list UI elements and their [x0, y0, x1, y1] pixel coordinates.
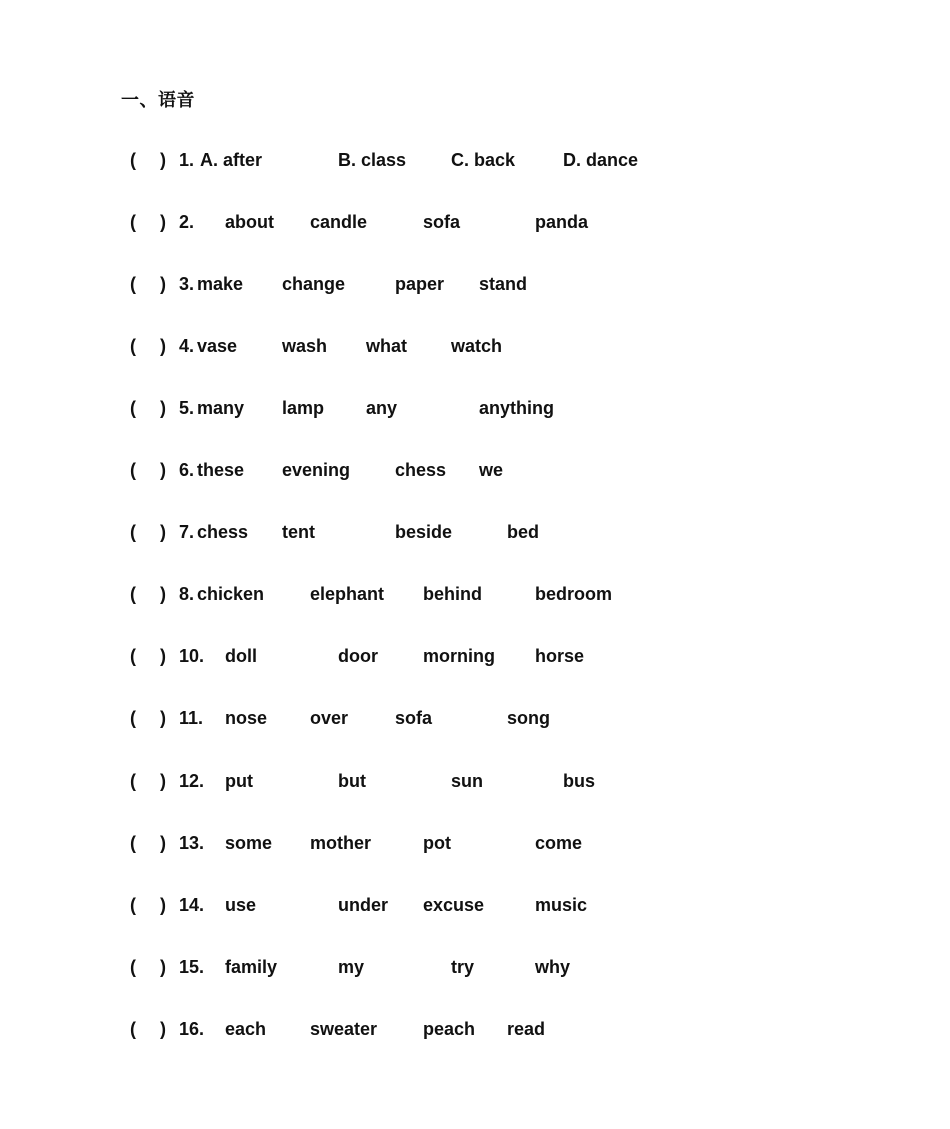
option-word: bedroom: [535, 584, 613, 604]
option-word: try: [451, 957, 475, 977]
option-word: excuse: [423, 895, 485, 915]
option-word: tent: [282, 522, 315, 542]
question-row: [0, 395, 950, 421]
question-number: 10.: [179, 646, 205, 666]
option-word: horse: [535, 646, 585, 666]
answer-paren-open: (: [130, 212, 136, 232]
option-word: evening: [282, 460, 351, 480]
option-word: what: [366, 336, 408, 356]
option-word: pot: [423, 833, 451, 853]
option-word: vase: [197, 336, 238, 356]
option-word: make: [197, 274, 244, 294]
answer-paren-close: ): [160, 957, 166, 977]
option-word: panda: [535, 212, 589, 232]
answer-paren-close: ): [160, 584, 166, 604]
option-word: peach: [423, 1019, 476, 1039]
option-word: C. back: [451, 150, 516, 170]
question-row: [0, 1016, 950, 1042]
option-word: paper: [395, 274, 445, 294]
option-word: D. dance: [563, 150, 639, 170]
question-row: [0, 830, 950, 856]
answer-paren-open: (: [130, 150, 136, 170]
option-word: change: [282, 274, 346, 294]
option-word: bed: [507, 522, 540, 542]
option-word: candle: [310, 212, 368, 232]
answer-paren-open: (: [130, 522, 136, 542]
option-word: why: [535, 957, 571, 977]
answer-paren-open: (: [130, 708, 136, 728]
option-word: lamp: [282, 398, 325, 418]
option-word: sun: [451, 771, 484, 791]
option-word: doll: [225, 646, 257, 666]
option-word: mother: [310, 833, 372, 853]
question-row: [0, 643, 950, 669]
option-word: but: [338, 771, 366, 791]
option-word: put: [225, 771, 253, 791]
answer-paren-open: (: [130, 646, 136, 666]
answer-paren-open: (: [130, 398, 136, 418]
option-word: under: [338, 895, 389, 915]
question-row: [0, 705, 950, 731]
option-word: each: [225, 1019, 267, 1039]
question-number: 5.: [179, 398, 195, 418]
option-word: these: [197, 460, 245, 480]
question-number: 16.: [179, 1019, 205, 1039]
option-word: some: [225, 833, 273, 853]
answer-paren-close: ): [160, 274, 166, 294]
option-word: use: [225, 895, 257, 915]
question-row: [0, 271, 950, 297]
question-number: 12.: [179, 771, 205, 791]
option-word: read: [507, 1019, 546, 1039]
answer-paren-close: ): [160, 336, 166, 356]
answer-paren-open: (: [130, 336, 136, 356]
answer-paren-close: ): [160, 771, 166, 791]
option-word: door: [338, 646, 378, 666]
question-number: 8.: [179, 584, 195, 604]
question-row: [0, 768, 950, 794]
section-title: 一、语音: [121, 90, 195, 110]
question-row: [0, 892, 950, 918]
option-word: many: [197, 398, 245, 418]
option-word: any: [366, 398, 398, 418]
option-word: chicken: [197, 584, 265, 604]
option-word: chess: [197, 522, 249, 542]
answer-paren-close: ): [160, 708, 166, 728]
answer-paren-open: (: [130, 833, 136, 853]
option-word: come: [535, 833, 583, 853]
option-word: behind: [423, 584, 482, 604]
answer-paren-close: ): [160, 398, 166, 418]
question-row: [0, 209, 950, 235]
answer-paren-open: (: [130, 274, 136, 294]
option-word: bus: [563, 771, 596, 791]
option-word: morning: [423, 646, 495, 666]
answer-paren-close: ): [160, 522, 166, 542]
option-word: nose: [225, 708, 268, 728]
option-word: elephant: [310, 584, 385, 604]
option-word: family: [225, 957, 278, 977]
answer-paren-open: (: [130, 771, 136, 791]
question-number: 14.: [179, 895, 205, 915]
question-row: [0, 581, 950, 607]
answer-paren-close: ): [160, 833, 166, 853]
question-number: 1.: [179, 150, 195, 170]
answer-paren-open: (: [130, 1019, 136, 1039]
option-word: wash: [282, 336, 328, 356]
answer-paren-close: ): [160, 646, 166, 666]
answer-paren-close: ): [160, 1019, 166, 1039]
question-number: 11.: [179, 708, 204, 728]
question-number: 3.: [179, 274, 195, 294]
option-word: stand: [479, 274, 528, 294]
option-word: chess: [395, 460, 447, 480]
option-word: we: [479, 460, 504, 480]
answer-paren-close: ): [160, 150, 166, 170]
answer-paren-open: (: [130, 460, 136, 480]
question-row: [0, 457, 950, 483]
answer-paren-close: ): [160, 460, 166, 480]
option-word: song: [507, 708, 550, 728]
option-word: anything: [479, 398, 554, 418]
option-word: watch: [451, 336, 503, 356]
answer-paren-open: (: [130, 895, 136, 915]
option-word: B. class: [338, 150, 407, 170]
option-word: sofa: [395, 708, 433, 728]
answer-paren-open: (: [130, 584, 136, 604]
question-row: [0, 147, 950, 173]
question-number: 15.: [179, 957, 205, 977]
question-row: [0, 333, 950, 359]
answer-paren-close: ): [160, 895, 166, 915]
question-row: [0, 519, 950, 545]
question-number: 7.: [179, 522, 195, 542]
option-word: sofa: [423, 212, 461, 232]
question-row: [0, 954, 950, 980]
question-number: 6.: [179, 460, 195, 480]
question-number: 4.: [179, 336, 195, 356]
question-number: 2.: [179, 212, 195, 232]
option-word: over: [310, 708, 349, 728]
option-word: beside: [395, 522, 453, 542]
answer-paren-close: ): [160, 212, 166, 232]
option-word: about: [225, 212, 274, 232]
question-number: 13.: [179, 833, 205, 853]
option-word: music: [535, 895, 588, 915]
option-word: my: [338, 957, 365, 977]
answer-paren-open: (: [130, 957, 136, 977]
option-word: A. after: [200, 150, 263, 170]
option-word: sweater: [310, 1019, 378, 1039]
